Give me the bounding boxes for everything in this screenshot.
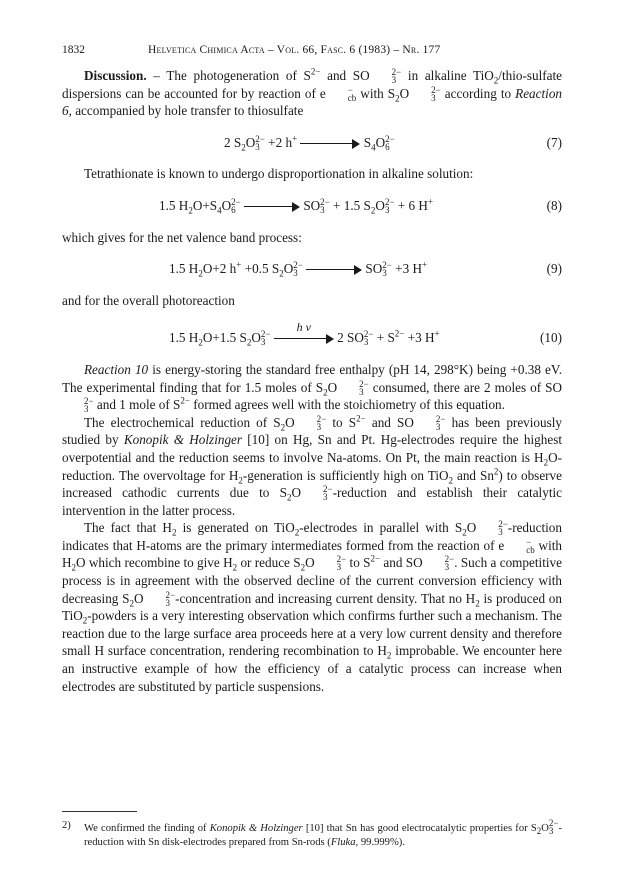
equation-number: (7) — [546, 134, 562, 150]
paragraph-energy: Reaction 10 is energy-storing the standard free enthalpy (pH 14, 298°K) being +0.38 eV. The experimental finding that for 1.5 moles of $S_2O$ 2− 3 consumed, there are 2 moles of SO 2− 3 and 1 mole of $S^{2-}$ formed agrees well with the stoichiometry of this equation. — [62, 361, 562, 415]
page-number: 1832 — [62, 44, 85, 56]
equation-9: 1.5 $H_2O+2$ h+ +0.5 $S_2O$ 2− 3 SO 2− 3 +3 H+ (9) — [169, 259, 562, 279]
footnote-text: We confirmed the finding of Konopik & Holzinger [10] that Sn has good electrocatalytic properties for $S_2O$ 2− 3 -reduction with Sn disk-electrodes prepared from Sn-rods (Fluka, 99.999%). — [84, 818, 562, 848]
discussion-paragraph: Discussion. – The photogeneration of $S^{2-}$ and SO 2− 3 in alkaline TiO$_2$/thio-sulfate dispersions can be accounted for by reaction of e − cb with $S_2O$ 2− 3 according to Reaction 6, accompanied by hole transfer to thiosulfate — [62, 66, 563, 119]
author-citation: Konopik & Holzinger — [123, 432, 243, 448]
reaction-ref-10: Reaction 10 — [84, 361, 149, 377]
paragraph-valence: which gives for the net valence band process: — [62, 229, 302, 245]
equation-10: 1.5 $H_2O+1.5$ $S_2O$ 2− 3 h v 2 SO 2− 3 + $S^{2-} +3$ H+ (10) — [169, 320, 562, 348]
paragraph-overall: and for the overall photoreaction — [62, 292, 235, 308]
equation-number: (8) — [546, 197, 562, 213]
footnote-rule — [62, 811, 137, 812]
equation-number: (9) — [546, 261, 562, 277]
paragraph-hydrogen: The fact that $H_2$ is generated on TiO$_2$-electrodes in parallel with $S_2O$ 2− 3 -reduction indicates that H-atoms are the primary intermediates formed from the reaction of e − cb with $H_2O$ which recombine to give $H_2$ or reduce $S_2O$ 2− 3 to $S^{2-}$ and SO 2− 3 . Such a competitive process is in agreement with the observed decline of the current conversion efficiency with decreasing $S_2O$ 2− 3 -concentration and increasing current density. That no $H_2$ is produced on TiO$_2$-powders is a very interesting observation which confirms further such a mechanism. The reaction due to the large surface area proceeds here at a very low current density and therefore small H surface concentration, rendering recombination to $H_2$ improbable. We encounter here an instructive example of how the efficiency of a catalytic process can increase when electrodes are substituted by particle suspensions. — [62, 519, 562, 694]
paragraph-tetrathionate: Tetrathionate is known to undergo disproportionation in alkaline solution: — [84, 166, 474, 182]
footnote-mark: 2) — [62, 820, 71, 831]
equation-number: (10) — [540, 330, 562, 346]
discussion-heading: Discussion. — [84, 68, 147, 83]
article-body — [62, 67, 562, 695]
equation-7: 2 $S_2O$ 2− 3 +2 h+ $S_4O$ 2− 6 (7) — [224, 133, 562, 153]
paragraph-electrochemical: The electrochemical reduction of $S_2O$ 2− 3 to $S^{2-}$ and SO 2− 3 has been previously studied by Konopik & Holzinger [10] on Hg, Sn and Pt. Hg-electrodes require the highest overpotential and the reduction seems to involve Na-atoms. On Pt, the main reaction is $H_2O$-reduction. The overvoltage for $H_2$-generation is sufficiently high on TiO$_2$ and Sn$^2$) to observe increased cathodic currents due to $S_2O$ 2− 3 -reduction and establish their catalytic intervention in the latter process. — [62, 413, 563, 518]
running-head: Helvetica Chimica Acta – Vol. 66, Fasc. 6 (1983) – Nr. 177 — [148, 44, 441, 56]
reaction-ref-6: Reaction 6 — [62, 85, 563, 119]
photon-label: h v — [296, 320, 311, 335]
equation-8: 1.5 $H_2O+S_4O$ 2− 6 SO 2− 3 + 1.5 $S_2O$ 2− 3 + 6 H+ (8) — [159, 196, 562, 216]
